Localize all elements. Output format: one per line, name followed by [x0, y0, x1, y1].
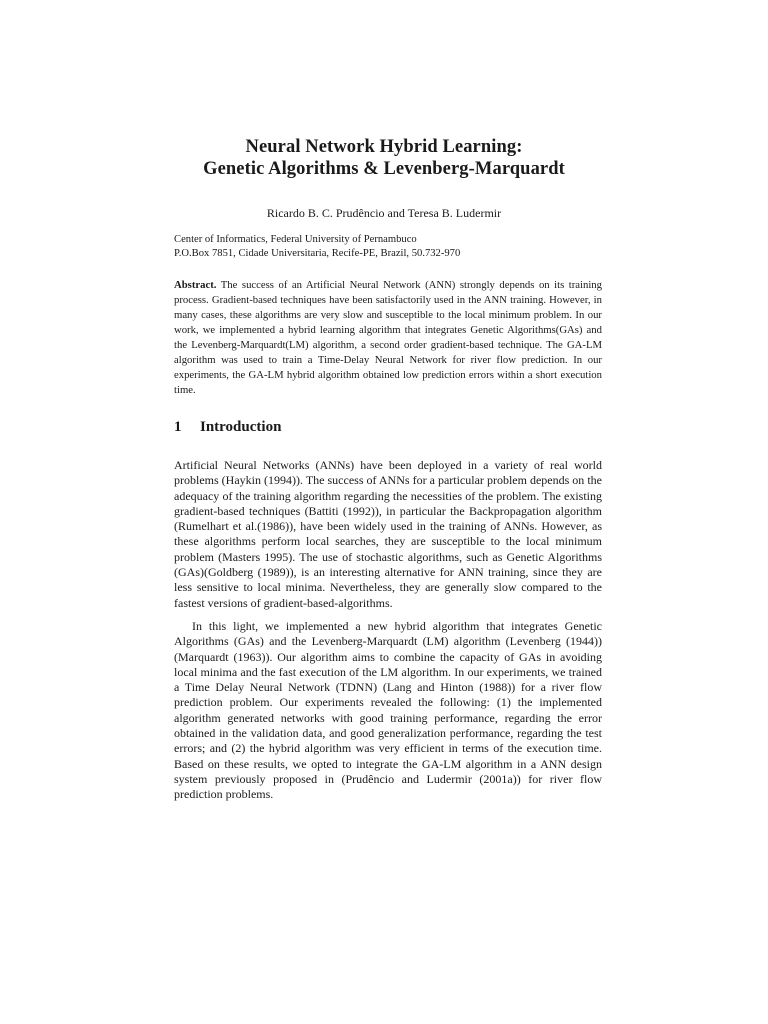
section-number: 1	[174, 419, 182, 435]
section-heading-introduction	[174, 417, 281, 437]
abstract-text: The success of an Artificial Neural Network (ANN) strongly depends on its training process. Gradient-based techniques have been satisfactorily used in the ANN training. However, in many cases, these algorithms are very slow and susceptible to the local minimum problem. In our work, we implemented a hybrid learning algorithm that integrates Genetic Algorithms(GAs) and the Levenberg-Marquardt(LM) algorithm, a second order gradient-based technique. The GA-LM algorithm was used to train a Time-Delay Neural Network for river flow prediction. In our experiments, the GA-LM hybrid algorithm obtained low prediction errors within a short execution time.	[174, 279, 602, 396]
affiliation-institution: Center of Informatics, Federal University of Pernambuco	[174, 234, 417, 245]
introduction-paragraph-2: In this light, we implemented a new hybrid algorithm that integrates Genetic Algorithms (GAs) and the Levenberg-Marquardt (LM) algorithm (Levenberg (1944))(Marquardt (1963)). Our algorithm aims to combine the capacity of GAs in avoiding local minima and the fast execution of the LM algorithm. In our experiments, we trained a Time Delay Neural Network (TDNN) (Lang and Hinton (1988)) for a river flow prediction problem. Our experiments revealed the following: (1) the implemented algorithm generated networks with good training performance, regarding the error obtained in the validation data, and good generalization performance, regarding the test errors; and (2) the hybrid algorithm was very efficient in terms of the execution time. Based on these results, we opted to integrate the GA-LM algorithm in a ANN design system previously proposed in (Prudêncio and Ludermir (2001a)) for river flow prediction problems.	[174, 619, 602, 802]
section-title: Introduction	[200, 419, 282, 435]
paper-title-line-1: Neural Network Hybrid Learning:	[245, 137, 523, 157]
abstract	[174, 278, 602, 398]
author-list: Ricardo B. C. Prudêncio and Teresa B. Ludermir	[266, 206, 502, 220]
introduction-paragraph-1: Artificial Neural Networks (ANNs) have been deployed in a variety of real world problems (Haykin (1994)). The success of ANNs for a particular problem depends on the adequacy of the training algorithm regarding the necessities of the problem. The existing gradient-based techniques (Battiti (1992)), in particular the Backpropagation algorithm (Rumelhart et al.(1986)), have been widely used in the training of ANNs. However, as these algorithms perform local searches, they are susceptible to the local minimum problem (Masters 1995). The use of stochastic algorithms, such as Genetic Algorithms (GAs)(Goldberg (1989)), is an interesting alternative for ANN training, since they are less sensitive to local minima. Nevertheless, they are generally slow compared to the fastest versions of gradient-based-algorithms.	[174, 458, 602, 610]
abstract-label: Abstract.	[174, 279, 217, 291]
affiliation-address: P.O.Box 7851, Cidade Universitaria, Recife-PE, Brazil, 50.732-970	[174, 248, 461, 259]
paper-title-line-2: Genetic Algorithms & Levenberg-Marquardt	[203, 159, 565, 179]
